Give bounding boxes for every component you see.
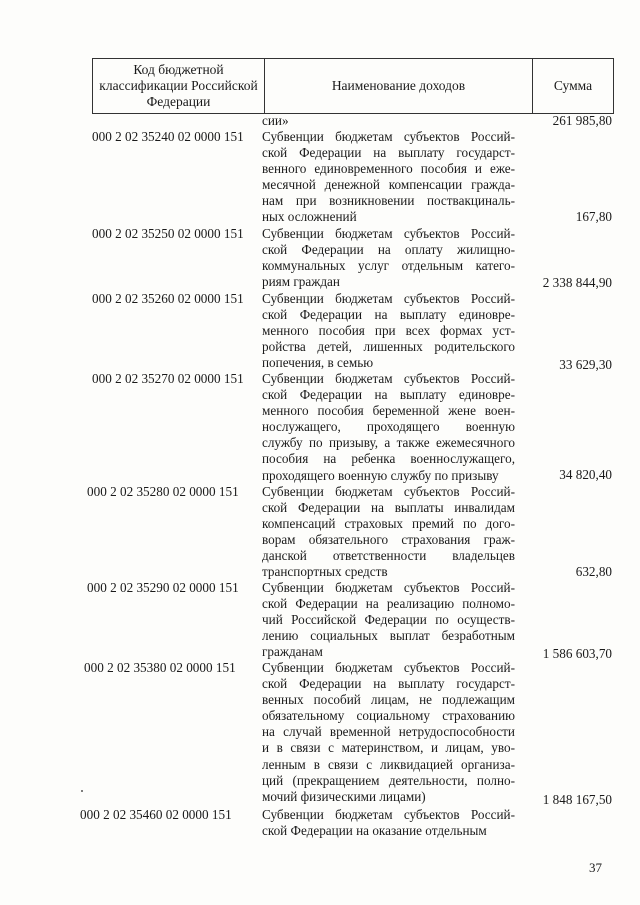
description-line: проходящего военную службу по призыву bbox=[262, 467, 499, 483]
header-code-column: Код бюджетной классификации Российской Федерации bbox=[93, 59, 265, 113]
description-line: коммунальных услуг отдельным катего- bbox=[262, 258, 515, 274]
description-line: нослужащего, проходящего военную bbox=[262, 419, 515, 435]
description-line: ций (прекращением деятельности, полно- bbox=[262, 772, 515, 788]
description-line: ской Федерации на оказание отдельным bbox=[262, 823, 487, 839]
description-line: транспортных средств bbox=[262, 564, 388, 580]
page-number: 37 bbox=[589, 860, 602, 875]
row-amount: 261 985,80 bbox=[552, 113, 612, 128]
row-description bbox=[262, 371, 515, 484]
description-line: данской ответственности владельцев bbox=[262, 548, 515, 564]
description-line: ской Федерации на выплату государст- bbox=[262, 676, 515, 692]
row-code: 000 2 02 35240 02 0000 151 bbox=[92, 129, 244, 144]
row-amount: 1 848 167,50 bbox=[542, 792, 612, 807]
top-fragment: сии» bbox=[262, 113, 289, 128]
description-line: ской Федерации на выплату единовре- bbox=[262, 387, 515, 403]
row-code: 000 2 02 35290 02 0000 151 bbox=[87, 580, 239, 595]
description-line: риям граждан bbox=[262, 274, 340, 290]
description-line: Субвенции бюджетам субъектов Россий- bbox=[262, 807, 515, 822]
row-description bbox=[262, 580, 515, 660]
row-description bbox=[262, 484, 515, 581]
description-line: менного пособия беременной жене воен- bbox=[262, 403, 515, 419]
row-amount: 33 629,30 bbox=[559, 357, 612, 372]
row-code: 000 2 02 35270 02 0000 151 bbox=[92, 371, 244, 386]
row-code: 000 2 02 35380 02 0000 151 bbox=[84, 660, 236, 675]
description-line: венного единовременного пособия и еже- bbox=[262, 161, 515, 177]
table-header bbox=[92, 58, 614, 114]
description-line: лению социальных выплат безработным bbox=[262, 628, 515, 644]
description-line: ской Федерации на выплату государст- bbox=[262, 145, 515, 161]
description-line: ных осложнений bbox=[262, 209, 357, 225]
scan-speck bbox=[81, 790, 83, 792]
description-line: ворам обязательного страхования граж- bbox=[262, 532, 515, 548]
description-line: Субвенции бюджетам субъектов Россий- bbox=[262, 660, 515, 675]
description-line: Субвенции бюджетам субъектов Россий- bbox=[262, 580, 515, 595]
row-code: 000 2 02 35260 02 0000 151 bbox=[92, 291, 244, 306]
row-amount: 34 820,40 bbox=[559, 467, 612, 482]
description-line: Субвенции бюджетам субъектов Россий- bbox=[262, 484, 515, 499]
description-line: Субвенции бюджетам субъектов Россий- bbox=[262, 129, 515, 144]
description-line: гражданам bbox=[262, 644, 323, 660]
row-description bbox=[262, 807, 515, 839]
description-line: Субвенции бюджетам субъектов Россий- bbox=[262, 291, 515, 306]
description-line: мочий физическими лицами) bbox=[262, 788, 426, 804]
description-line: ской Федерации на реализацию полномо- bbox=[262, 596, 515, 612]
description-line: пособия на ребенка военнослужащего, bbox=[262, 451, 515, 467]
description-line: Субвенции бюджетам субъектов Россий- bbox=[262, 371, 515, 386]
description-line: ской Федерации на выплату единовре- bbox=[262, 307, 515, 323]
row-description bbox=[262, 660, 515, 805]
description-line: компенсаций страховых премий по дого- bbox=[262, 516, 515, 532]
header-sum-column: Сумма bbox=[553, 78, 593, 93]
row-code: 000 2 02 35460 02 0000 151 bbox=[80, 807, 232, 822]
description-line: менного пособия при всех формах уст- bbox=[262, 323, 515, 339]
header-name-column: Наименование доходов bbox=[265, 59, 533, 113]
description-line: ройства детей, лишенных родительского bbox=[262, 339, 515, 355]
description-line: ленным в связи с ликвидацией организа- bbox=[262, 756, 515, 772]
description-line: нам при возникновении поствакциналь- bbox=[262, 193, 515, 209]
description-line: обязательному социальному страхованию bbox=[262, 708, 515, 724]
description-line: попечения, в семью bbox=[262, 355, 374, 371]
row-code: 000 2 02 35250 02 0000 151 bbox=[92, 226, 244, 241]
row-amount: 167,80 bbox=[575, 209, 612, 224]
row-description bbox=[262, 291, 515, 371]
description-line: месячной денежной компенсации гражда- bbox=[262, 177, 515, 193]
row-amount: 632,80 bbox=[575, 564, 612, 579]
description-line: Субвенции бюджетам субъектов Россий- bbox=[262, 226, 515, 241]
row-description bbox=[262, 226, 515, 290]
description-line: на случай временной нетрудоспособности bbox=[262, 724, 515, 740]
description-line: ской Федерации на выплаты инвалидам bbox=[262, 500, 515, 516]
row-amount: 1 586 603,70 bbox=[542, 646, 612, 661]
row-description bbox=[262, 129, 515, 226]
description-line: ской Федерации на оплату жилищно- bbox=[262, 242, 515, 258]
row-amount: 2 338 844,90 bbox=[542, 275, 612, 290]
description-line: службу по призыву, а также ежемесячного bbox=[262, 435, 515, 451]
row-code: 000 2 02 35280 02 0000 151 bbox=[87, 484, 239, 499]
description-line: и в связи с материнством, и лицам, уво- bbox=[262, 740, 515, 756]
description-line: венных пособий лицам, не подлежащим bbox=[262, 692, 515, 708]
description-line: чий Российской Федерации по осуществ- bbox=[262, 612, 515, 628]
